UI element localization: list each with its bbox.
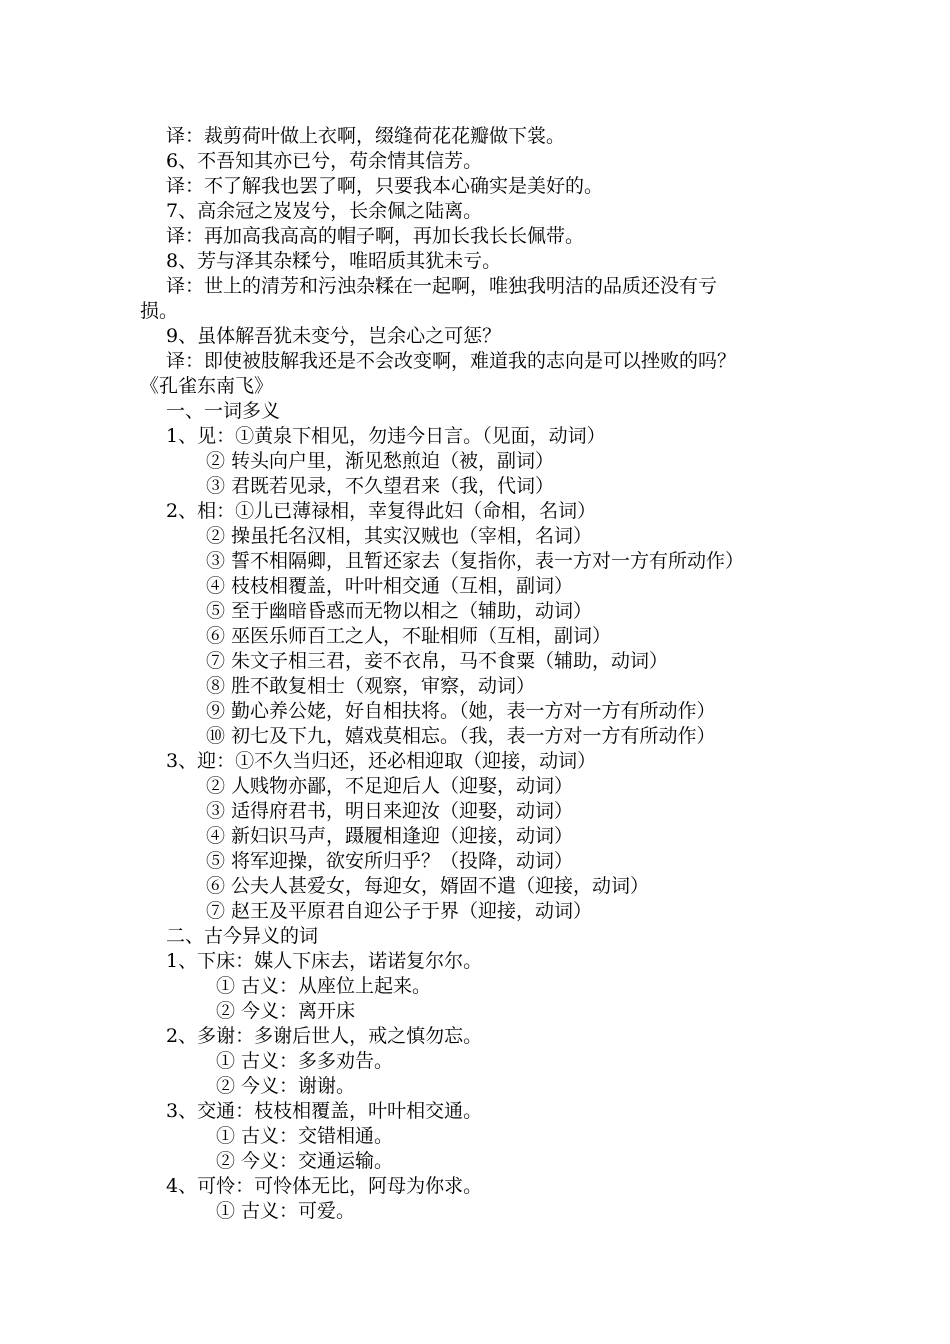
text-line: ② 今义：谢谢。	[216, 1075, 356, 1097]
text-line: ③ 誓不相隔卿，且暂还家去（复指你，表一方对一方有所动作）	[206, 550, 745, 572]
text-line: 2、相：①儿已薄禄相，幸复得此妇（命相，名词）	[166, 500, 597, 522]
text-line: ① 古义：多多劝告。	[216, 1050, 394, 1072]
text-line: ④ 新妇识马声，蹑履相逢迎（迎接，动词）	[206, 825, 574, 847]
text-line: 译：不了解我也罢了啊，只要我本心确实是美好的。	[166, 175, 604, 197]
text-line: 二、古今异义的词	[166, 925, 319, 947]
text-line: ⑤ 将军迎操，欲安所归乎？（投降，动词）	[206, 850, 574, 872]
text-line: ① 古义：可爱。	[216, 1200, 356, 1222]
text-line: ⑩ 初七及下九，嬉戏莫相忘。（我，表一方对一方有所动作）	[206, 725, 716, 747]
text-line: 《孔雀东南飞》	[140, 375, 274, 397]
text-line: ② 人贱物亦鄙，不足迎后人（迎娶，动词）	[206, 775, 574, 797]
text-line: ② 今义：交通运输。	[216, 1150, 394, 1172]
text-line: 1、见：①黄泉下相见，勿违今日言。（见面，动词）	[166, 425, 606, 447]
text-line: 译：世上的清芳和污浊杂糅在一起啊，唯独我明洁的品质还没有亏	[166, 275, 718, 297]
text-line: 4、可怜：可怜体无比，阿母为你求。	[166, 1175, 483, 1197]
text-line: 1、下床：媒人下床去，诺诺复尔尔。	[166, 950, 483, 972]
text-line: 7、高余冠之岌岌兮，长余佩之陆离。	[166, 200, 483, 222]
text-line: 译：裁剪荷叶做上衣啊，缀缝荷花花瓣做下裳。	[166, 125, 566, 147]
text-line: ⑦ 朱文子相三君，妾不衣帛，马不食粟（辅助，动词）	[206, 650, 669, 672]
text-line: ① 古义：从座位上起来。	[216, 975, 432, 997]
text-line: ② 今义：离开床	[216, 1000, 356, 1022]
text-line: 8、芳与泽其杂糅兮，唯昭质其犹未亏。	[166, 250, 502, 272]
document-body	[140, 124, 840, 1224]
text-line: 9、虽体解吾犹未变兮，岂余心之可惩？	[166, 325, 502, 347]
text-line: ⑦ 赵王及平原君自迎公子于界（迎接，动词）	[206, 900, 593, 922]
text-line: ⑥ 公夫人甚爱女，每迎女，婿固不遣（迎接，动词）	[206, 875, 650, 897]
text-line: ⑧ 胜不敢复相士（观察，审察，动词）	[206, 675, 536, 697]
text-line: 损。	[140, 300, 179, 322]
text-line: ③ 君既若见录，不久望君来（我，代词）	[206, 475, 555, 497]
text-line: 译：再加高我高高的帽子啊，再加长我长长佩带。	[166, 225, 585, 247]
text-line: 一、一词多义	[166, 400, 281, 422]
text-line: ① 古义：交错相通。	[216, 1125, 394, 1147]
text-line: ⑥ 巫医乐师百工之人，不耻相师（互相，副词）	[206, 625, 612, 647]
text-line: ④ 枝枝相覆盖，叶叶相交通（互相，副词）	[206, 575, 574, 597]
text-line: ⑨ 勤心养公姥，好自相扶将。（她，表一方对一方有所动作）	[206, 700, 716, 722]
text-line: 6、不吾知其亦已兮，苟余情其信芳。	[166, 150, 483, 172]
text-line: ③ 适得府君书，明日来迎汝（迎娶，动词）	[206, 800, 574, 822]
text-line: ② 转头向户里，渐见愁煎迫（被，副词）	[206, 450, 555, 472]
text-line: ② 操虽托名汉相，其实汉贼也（宰相，名词）	[206, 525, 593, 547]
text-line: 译：即使被肢解我还是不会改变啊，难道我的志向是可以挫败的吗？	[166, 350, 737, 372]
text-line: 2、多谢：多谢后世人，戒之慎勿忘。	[166, 1025, 483, 1047]
text-line: ⑤ 至于幽暗昏惑而无物以相之（辅助，动词）	[206, 600, 593, 622]
text-line: 3、迎：①不久当归还，还必相迎取（迎接，动词）	[166, 750, 597, 772]
text-line: 3、交通：枝枝相覆盖，叶叶相交通。	[166, 1100, 483, 1122]
